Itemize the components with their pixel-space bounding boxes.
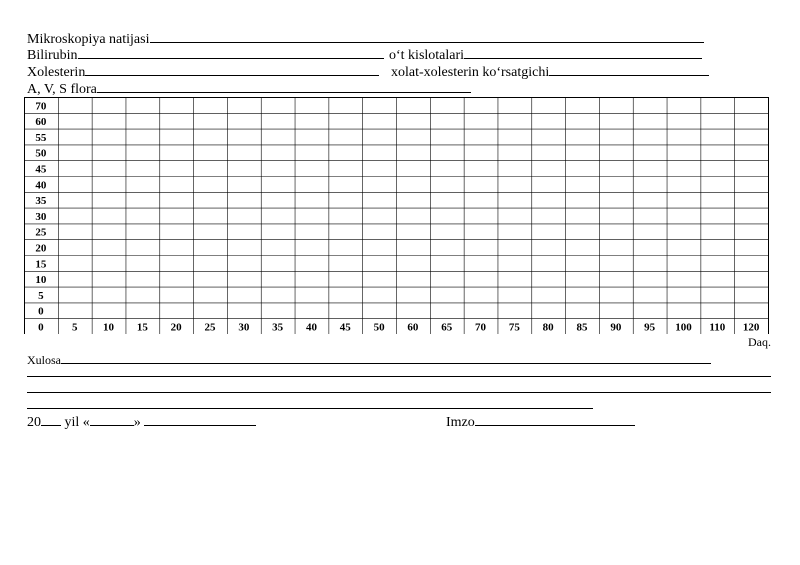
x-tick-label: 70 [475, 321, 487, 334]
x-tick-label: 100 [675, 321, 692, 334]
month-field[interactable] [144, 412, 256, 426]
y-tick-label: 70 [35, 100, 47, 113]
bilirubin-field[interactable] [78, 45, 384, 59]
date-line [27, 412, 256, 431]
x-tick-label: 110 [709, 321, 726, 334]
x-tick-label: 45 [339, 321, 351, 334]
x-tick-label: 25 [204, 321, 216, 334]
x-tick-label: 5 [71, 321, 78, 334]
chol-ratio-field[interactable] [549, 62, 709, 76]
y-tick-label: 20 [35, 242, 47, 255]
y-tick-label: 50 [35, 147, 47, 160]
day-field[interactable] [90, 412, 134, 426]
y-tick-label: 25 [35, 226, 47, 239]
x-tick-label: 80 [542, 321, 554, 334]
y-tick-label: 55 [35, 131, 47, 144]
x-tick-label: 65 [441, 321, 453, 334]
year-field[interactable] [41, 412, 61, 426]
x-tick-label: 120 [742, 321, 760, 334]
y-tick-label: 10 [35, 274, 47, 287]
x-tick-label: 90 [610, 321, 622, 334]
y-tick-label: 15 [35, 258, 47, 271]
x-tick-label: 75 [508, 321, 520, 334]
y-tick-label: 40 [35, 179, 47, 192]
x-tick-label: 85 [576, 321, 588, 334]
measurement-grid[interactable] [24, 97, 769, 334]
microscopy-field[interactable] [150, 29, 704, 43]
cholesterol-field[interactable] [85, 62, 379, 76]
y-tick-label: 5 [38, 289, 44, 302]
x-tick-label: 35 [272, 321, 284, 334]
x-unit-label: Daq. [748, 335, 771, 349]
year-word: yil « [64, 415, 90, 430]
cholesterol-label: Xolesterin [27, 65, 86, 80]
conclusion-rule-1[interactable] [27, 376, 771, 377]
chol-ratio-label: xolat-xolesterin ko‘rsatgichi [391, 65, 550, 80]
year-prefix: 20 [27, 415, 41, 430]
signature-field[interactable] [475, 412, 635, 426]
x-tick-label: 95 [644, 321, 656, 334]
bile-acids-field[interactable] [464, 45, 702, 59]
y-tick-label: 30 [35, 210, 47, 223]
x-tick-label: 60 [407, 321, 419, 334]
signature-line [446, 412, 635, 431]
flora-label: A, V, S flora [27, 82, 97, 97]
x-tick-label: 0 [38, 321, 44, 334]
y-tick-label: 0 [38, 305, 44, 318]
x-tick-label: 15 [136, 321, 148, 334]
x-tick-label: 30 [238, 321, 250, 334]
conclusion-line [27, 350, 711, 368]
x-tick-label: 20 [170, 321, 182, 334]
conclusion-rule-3[interactable] [27, 408, 593, 409]
flora-field[interactable] [97, 79, 471, 93]
conclusion-field[interactable] [61, 350, 711, 364]
y-tick-label: 35 [35, 195, 47, 208]
flora-line [27, 79, 471, 98]
x-tick-label: 10 [103, 321, 115, 334]
y-tick-label: 45 [35, 163, 47, 176]
bilirubin-label: Bilirubin [27, 48, 78, 63]
signature-label: Imzo [446, 415, 475, 430]
conclusion-rule-2[interactable] [27, 392, 771, 393]
microscopy-label: Mikroskopiya natijasi [27, 32, 150, 47]
conclusion-label: Xulosa [27, 353, 61, 367]
quote-close: » [133, 415, 141, 430]
x-tick-label: 50 [373, 321, 385, 334]
x-tick-label: 40 [305, 321, 317, 334]
bile-acids-label: o‘t kislotalari [389, 48, 465, 63]
y-tick-label: 60 [35, 116, 47, 129]
